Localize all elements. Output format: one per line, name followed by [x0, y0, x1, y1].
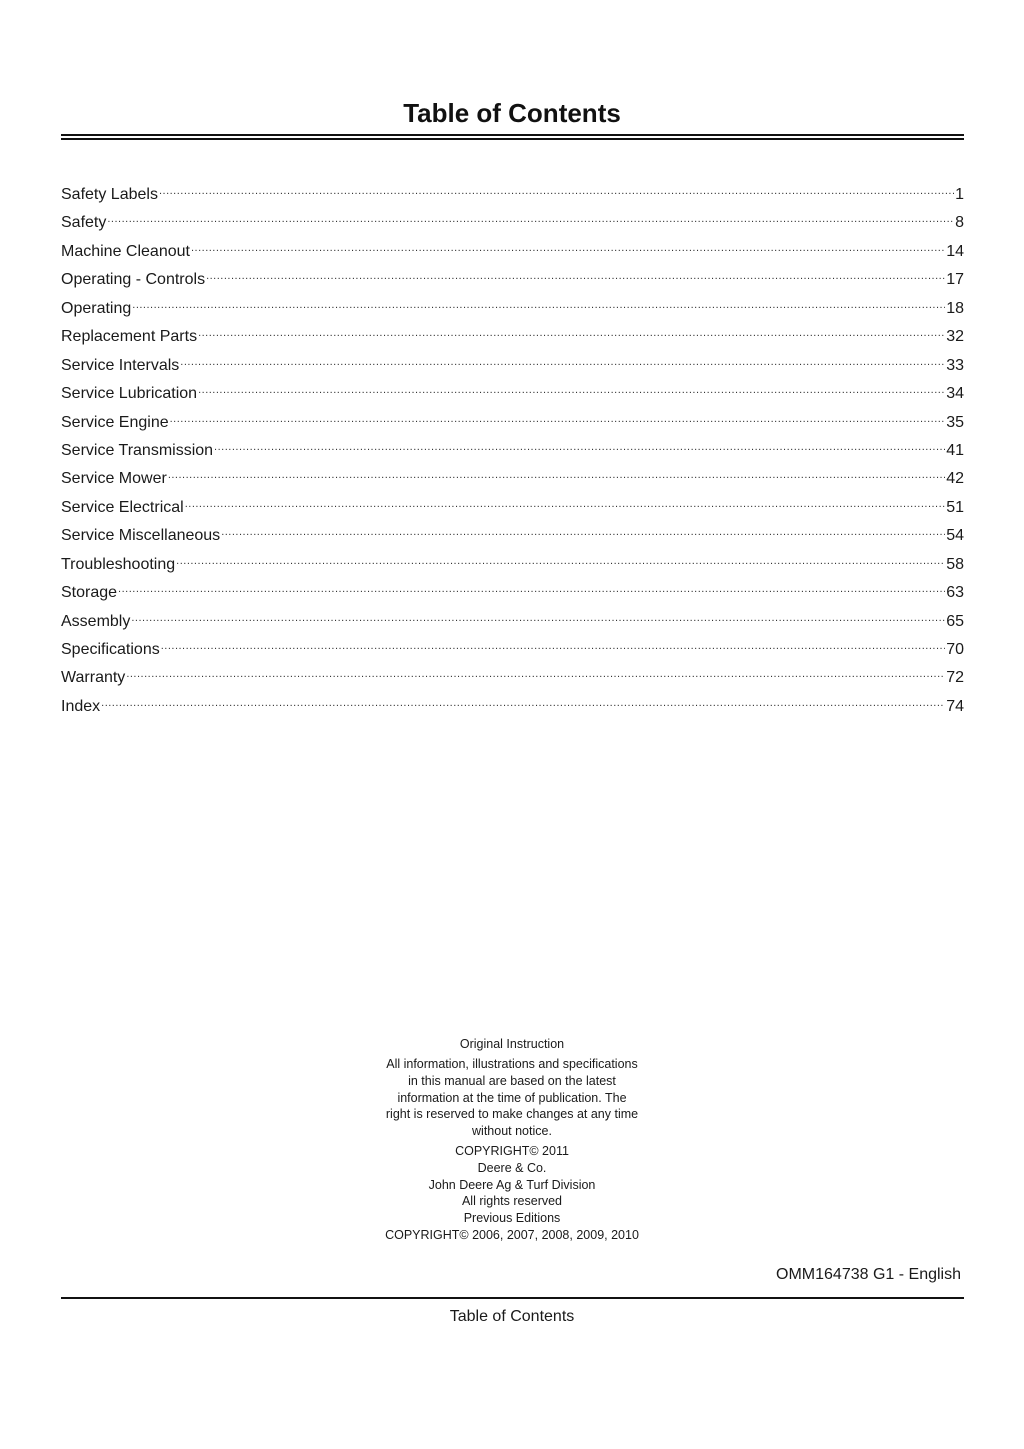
- toc-label: Storage: [61, 584, 118, 602]
- dot-leader: [206, 268, 945, 284]
- toc-page-number: 42: [946, 470, 964, 488]
- toc-entry-safety-labels[interactable]: [61, 181, 964, 209]
- toc-label: Safety Labels: [61, 186, 158, 203]
- rights-statement: All rights reserved: [461, 1194, 563, 1209]
- dot-leader: [101, 695, 945, 711]
- notice-heading: Original Instruction: [459, 1037, 565, 1051]
- previous-editions-label: Previous Editions: [463, 1211, 561, 1226]
- toc-entry-replacement-parts[interactable]: [61, 323, 964, 351]
- dot-leader: [176, 553, 945, 569]
- toc-label: Service Miscellaneous: [61, 527, 221, 545]
- toc-page-number: 17: [946, 271, 964, 289]
- toc-page-number: 8: [955, 214, 964, 232]
- toc-entry-operating[interactable]: [61, 295, 964, 323]
- toc-page-number: 65: [946, 612, 964, 630]
- toc-label: Operating - Controls: [61, 271, 206, 289]
- toc-page-number: 1: [955, 186, 964, 203]
- toc-page-number: 74: [946, 697, 964, 715]
- toc-page-number: 41: [946, 441, 964, 459]
- toc-label: Service Intervals: [61, 356, 180, 374]
- dot-leader: [198, 382, 945, 398]
- toc-label: Troubleshooting: [61, 555, 176, 573]
- toc-entry-assembly[interactable]: [61, 608, 964, 636]
- dot-leader: [118, 581, 945, 597]
- toc-page-number: 58: [946, 555, 964, 573]
- copyright-notice: [384, 1036, 640, 1243]
- toc-page-number: 63: [946, 584, 964, 602]
- footer-rule: [61, 1297, 964, 1299]
- toc-label: Warranty: [61, 669, 126, 687]
- toc-label: Index: [61, 697, 101, 715]
- toc-label: Service Engine: [61, 413, 169, 431]
- dot-leader: [198, 325, 945, 341]
- toc-page-number: 54: [946, 527, 964, 545]
- dot-leader: [159, 183, 954, 199]
- toc-label: Operating: [61, 299, 132, 317]
- dot-leader: [131, 610, 945, 626]
- toc-entry-service-electrical[interactable]: [61, 494, 964, 522]
- toc-page-number: 32: [946, 328, 964, 346]
- company-name: Deere & Co.: [477, 1160, 547, 1175]
- dot-leader: [107, 211, 954, 227]
- toc-label: Specifications: [61, 641, 160, 658]
- toc-entry-specifications[interactable]: [61, 636, 964, 664]
- toc-entry-service-intervals[interactable]: [61, 352, 964, 380]
- toc-entry-warranty[interactable]: [61, 664, 964, 692]
- dot-leader: [132, 297, 945, 313]
- copyright-block: [384, 1143, 640, 1243]
- document-id: OMM164738 G1 - English: [776, 1266, 961, 1283]
- toc-entry-service-miscellaneous[interactable]: [61, 522, 964, 550]
- dot-leader: [168, 467, 945, 483]
- toc-label: Assembly: [61, 612, 131, 630]
- toc-page-number: 70: [946, 641, 964, 658]
- toc-entry-storage[interactable]: [61, 579, 964, 607]
- footer-section-title: Table of Contents: [449, 1308, 575, 1325]
- toc-entry-operating-controls[interactable]: [61, 266, 964, 294]
- copyright-line: COPYRIGHT© 2011: [455, 1144, 569, 1159]
- dot-leader: [180, 354, 945, 370]
- toc-label: Service Transmission: [61, 441, 214, 459]
- dot-leader: [170, 411, 946, 427]
- toc-label: Safety: [61, 214, 107, 232]
- toc-label: Service Lubrication: [61, 385, 198, 403]
- toc-entry-service-engine[interactable]: [61, 409, 964, 437]
- toc-entry-troubleshooting[interactable]: [61, 551, 964, 579]
- dot-leader: [185, 496, 946, 512]
- table-of-contents-list: [61, 181, 964, 721]
- notice-body: All information, illustrations and specifications in this manual are based on the latest information at the time of publication. The right is reserved to make changes at any time without notice.: [385, 1057, 639, 1139]
- toc-label: Replacement Parts: [61, 328, 198, 346]
- toc-entry-service-transmission[interactable]: [61, 437, 964, 465]
- toc-label: Machine Cleanout: [61, 242, 190, 260]
- toc-page-number: 14: [946, 242, 964, 260]
- toc-entry-machine-cleanout[interactable]: [61, 238, 964, 266]
- division-name: John Deere Ag & Turf Division: [428, 1177, 596, 1192]
- toc-page-number: 72: [946, 669, 964, 687]
- toc-entry-index[interactable]: [61, 693, 964, 721]
- toc-entry-service-mower[interactable]: [61, 465, 964, 493]
- dot-leader: [221, 524, 945, 540]
- page-title: Table of Contents: [403, 98, 621, 128]
- toc-label: Service Mower: [61, 470, 167, 488]
- toc-page-number: 35: [946, 413, 964, 431]
- toc-page-number: 51: [946, 498, 964, 516]
- toc-entry-safety[interactable]: [61, 209, 964, 237]
- dot-leader: [161, 638, 945, 654]
- previous-copyright: COPYRIGHT© 2006, 2007, 2008, 2009, 2010: [385, 1227, 639, 1242]
- toc-page-number: 34: [946, 385, 964, 403]
- toc-label: Service Electrical: [61, 498, 184, 516]
- dot-leader: [191, 240, 945, 256]
- title-double-rule: [61, 134, 964, 140]
- toc-entry-service-lubrication[interactable]: [61, 380, 964, 408]
- dot-leader: [126, 666, 945, 682]
- toc-page-number: 18: [946, 299, 964, 317]
- dot-leader: [214, 439, 945, 455]
- toc-page-number: 33: [946, 356, 964, 374]
